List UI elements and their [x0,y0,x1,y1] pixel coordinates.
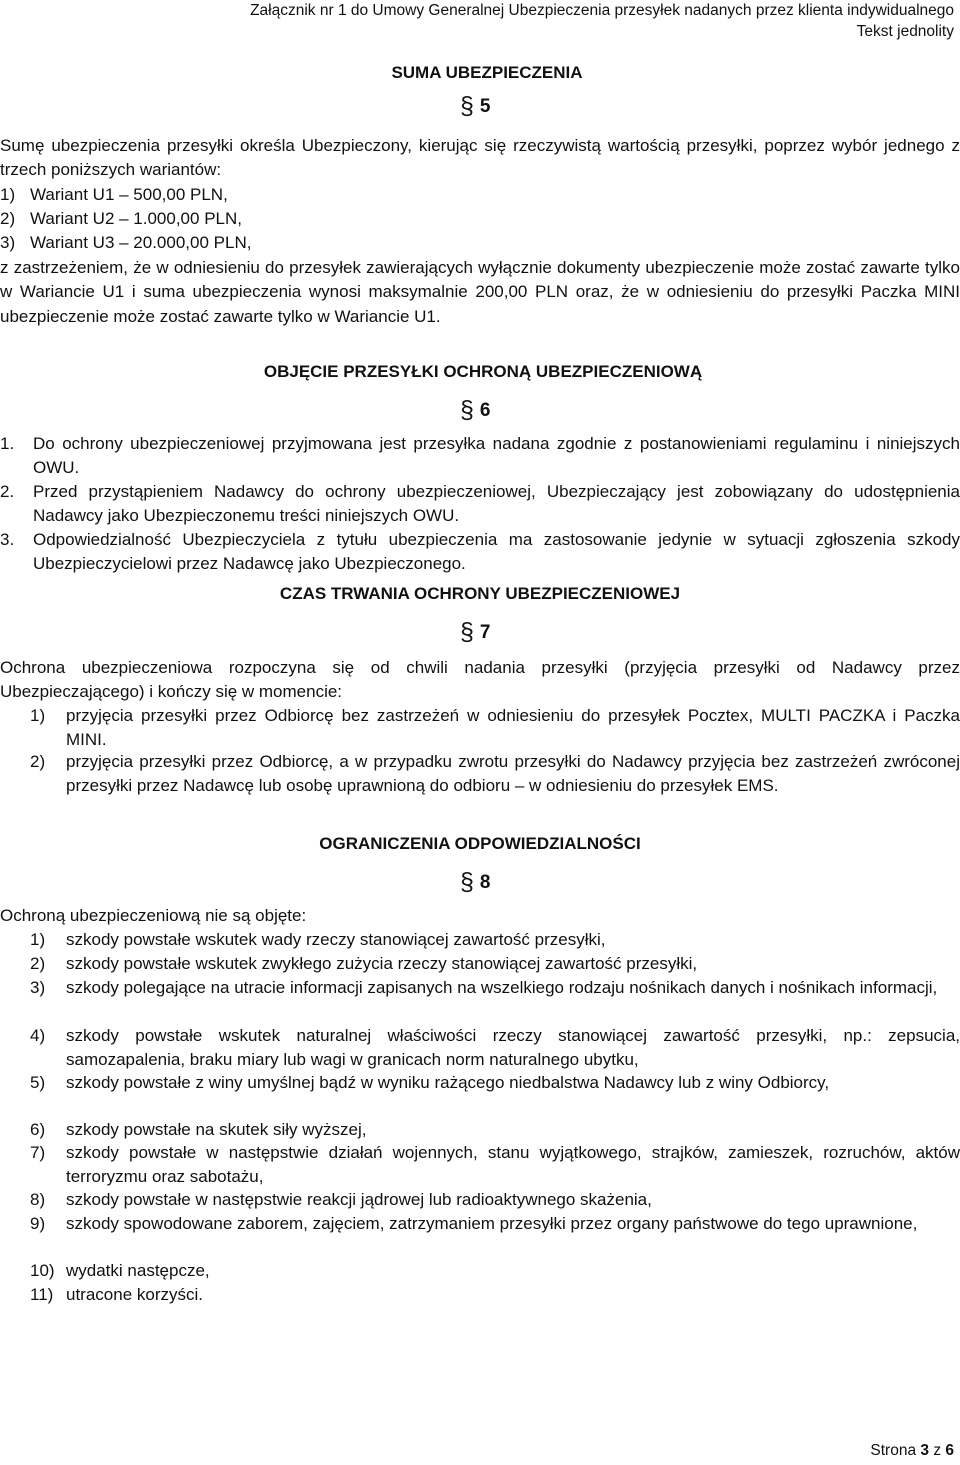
section-5-title: SUMA UBEZPIECZENIA [391,63,583,82]
page-total: 6 [945,1442,954,1459]
section-5-intro: Sumę ubezpieczenia przesyłki określa Ubezpieczony, kierując się rzeczywistą wartością przesyłki, poprzez wybór jednego z trzech poniższych wariantów: [0,136,960,180]
list-item: 6) szkody powstałe na skutek siły wyższej, [30,1120,367,1139]
header-line-1: Załącznik nr 1 do Umowy Generalnej Ubezpieczenia przesyłek nadanych przez klienta indywidualnego [250,2,954,19]
page-label: Strona [870,1442,917,1459]
list-item: 11) utracone korzyści. [30,1285,203,1304]
page-current: 3 [920,1442,929,1459]
page-separator: z [933,1442,942,1459]
section-7-paragraph-mark: § 7 [460,618,491,646]
list-item: 1) szkody powstałe wskutek wady rzeczy stanowiącej zawartość przesyłki, [30,930,606,949]
section-8-paragraph-mark: § 8 [460,868,491,896]
list-item: 3) szkody polegające na utracie informacji zapisanych na wszelkiego rodzaju nośnikach danych i nośnikach informacji, [30,978,938,997]
section-5-note: z zastrzeżeniem, że w odniesieniu do przesyłek zawierających wyłącznie dokumenty ubezpieczenie może zostać zawarte tylko w Wariancie U1 i suma ubezpieczenia wynosi maksymalnie 200,00 PLN oraz, że w odniesieniu do przesyłki Paczka MINI ubezpieczenie może zostać zawarte tylko w Wariancie U1. [0,258,960,326]
list-item: 7) szkody powstałe w następstwie działań wojennych, stanu wyjątkowego, strajków, zamieszek, rozruchów, aktów terroryzmu oraz sabotażu, [30,1143,960,1187]
list-item: 3. Odpowiedzialność Ubezpieczyciela z tytułu ubezpieczenia ma zastosowanie jedynie w sytuacji zgłoszenia szkody Ubezpieczycielowi przez Nadawcę jako Ubezpieczonego. [0,530,960,574]
document-page: Załącznik nr 1 do Umowy Generalnej Ubezpieczenia przesyłek nadanych przez klienta indywidualnego Tekst jednolity SUMA UBEZPIECZENIA § 5 Sumę ubezpieczenia przesyłki określa Ubezpieczony, kierując się rzeczywistą wartością przesyłki, poprzez wybór jednego z trzech poniższych wariantów: 1) Wariant U1 – 500,00 PLN, 2) Wariant U2 – 1.000,00 PLN, 3) Wariant U3 – 20.000,00 PLN, z zastrzeżeniem, że w odniesieniu do przesyłek zawierających wyłącznie dokumenty ubezpieczenie może zostać zawarte tylko w Wariancie U1 i suma ubezpieczenia wynosi maksymalnie 200,00 PLN oraz, że w odniesieniu do przesyłki Paczka MINI ubezpieczenie może zostać zawarte tylko w Wariancie U1. OBJĘCIE PRZESYŁKI OCHRONĄ UBEZPIECZENIOWĄ § 6 1. Do ochrony ubezpieczeniowej przyjmowana jest przesyłka nadana zgodnie z postanowieniami regulaminu i niniejszych OWU. 2. Przed przystąpieniem Nadawcy do ochrony ubezpieczeniowej, Ubezpieczający jest zobowiązany do udostępnienia Nadawcy jako Ubezpieczonemu treści niniejszych OWU. 3. Odpowiedzialność Ubezpieczyciela z tytułu ubezpieczenia ma zastosowanie jedynie w sytuacji zgłoszenia szkody Ubezpieczycielowi przez Nadawcę jako Ubezpieczonego. CZAS TRWANIA OCHRONY UBEZPIECZENIOWEJ § 7 Ochrona ubezpieczeniowa rozpoczyna się od chwili nadania przesyłki (przyjęcia przesyłki od Nadawcy przez Ubezpieczającego) i kończy się w momencie: 1) przyjęcia przesyłki przez Odbiorcę bez zastrzeżeń w odniesieniu do przesyłek Pocztex, MULTI PACZKA i Paczka MINI. 2) przyjęcia przesyłki przez Odbiorcę, a w przypadku zwrotu przesyłki do Nadawcy przyjęcia bez zastrzeżeń zwróconej przesyłki przez Nadawcę lub osobę uprawnioną do odbioru – w odniesieniu do przesyłek EMS. OGRANICZENIA ODPOWIEDZIALNOŚCI § 8 Ochroną ubezpieczeniową nie są objęte: 1) szkody powstałe wskutek wady rzeczy stanowiącej zawartość przesyłki, 2) szkody powstałe wskutek zwykłego zużycia rzeczy stanowiącej zawartość przesyłki, 3) szkody polegające na utracie informacji zapisanych na wszelkiego rodzaju nośnikach danych i nośnikach informacji, 4) szkody powstałe wskutek naturalnej właściwości rzeczy stanowiącej zawartość przesyłki, np.: zepsucia, samozapalenia, braku miary lub wagi w granicach norm naturalnego ubytku, 5) szkody powstałe z winy umyślnej bądź w wyniku rażącego niedbalstwa Nadawcy lub z winy Odbiorcy, 6) szkody powstałe na skutek siły wyższej, 7) szkody powstałe w następstwie działań wojennych, stanu wyjątkowego, strajków, zamieszek, rozruchów, aktów terroryzmu oraz sabotażu, 8) szkody powstałe w następstwie reakcji jądrowej lub radioaktywnego skażenia, 9) szkody spowodowane zaborem, zajęciem, zatrzymaniem przesyłki przez organy państwowe do tego uprawnione, 10) wydatki następcze, 11) utracone korzyści. Strona 3 z 6 [0,2,960,1459]
header-line-2: Tekst jednolity [856,23,954,40]
section-7-title: CZAS TRWANIA OCHRONY UBEZPIECZENIOWEJ [279,584,681,603]
list-item: 1) przyjęcia przesyłki przez Odbiorcę bez zastrzeżeń w odniesieniu do przesyłek Pocztex, MULTI PACZKA i Paczka MINI. [30,706,960,750]
section-8-title: OGRANICZENIA ODPOWIEDZIALNOŚCI [319,834,641,853]
list-item: 2) przyjęcia przesyłki przez Odbiorcę, a w przypadku zwrotu przesyłki do Nadawcy przyjęcia bez zastrzeżeń zwróconej przesyłki przez Nadawcę lub osobę uprawnioną do odbioru – w odniesieniu do przesyłek EMS. [30,752,960,796]
section-6-paragraph-mark: § 6 [460,396,491,424]
page-header [250,0,954,42]
list-item: 5) szkody powstałe z winy umyślnej bądź w wyniku rażącego niedbalstwa Nadawcy lub z winy Odbiorcy, [30,1073,830,1092]
list-item: 8) szkody powstałe w następstwie reakcji jądrowej lub radioaktywnego skażenia, [30,1190,652,1209]
list-item: 2. Przed przystąpieniem Nadawcy do ochrony ubezpieczeniowej, Ubezpieczający jest zobowiązany do udostępnienia Nadawcy jako Ubezpieczonemu treści niniejszych OWU. [0,482,960,526]
section-6-title: OBJĘCIE PRZESYŁKI OCHRONĄ UBEZPIECZENIOWĄ [263,362,703,381]
list-item: 9) szkody spowodowane zaborem, zajęciem, zatrzymaniem przesyłki przez organy państwowe do tego uprawnione, [30,1214,918,1233]
list-item: 1. Do ochrony ubezpieczeniowej przyjmowana jest przesyłka nadana zgodnie z postanowieniami regulaminu i niniejszych OWU. [0,434,960,478]
section-8-intro: Ochroną ubezpieczeniową nie są objęte: [0,906,307,925]
list-item: 4) szkody powstałe wskutek naturalnej właściwości rzeczy stanowiącej zawartość przesyłki, np.: zepsucia, samozapalenia, braku miary lub wagi w granicach norm naturalnego ubytku, [30,1026,960,1070]
page-footer [870,1442,954,1460]
section-5-paragraph-mark: § 5 [460,92,491,120]
list-item: 2) szkody powstałe wskutek zwykłego zużycia rzeczy stanowiącej zawartość przesyłki, [30,954,698,973]
section-7-intro: Ochrona ubezpieczeniowa rozpoczyna się od chwili nadania przesyłki (przyjęcia przesyłki od Nadawcy przez Ubezpieczającego) i kończy się w momencie: [0,658,960,702]
list-item: 10) wydatki następcze, [30,1261,210,1280]
